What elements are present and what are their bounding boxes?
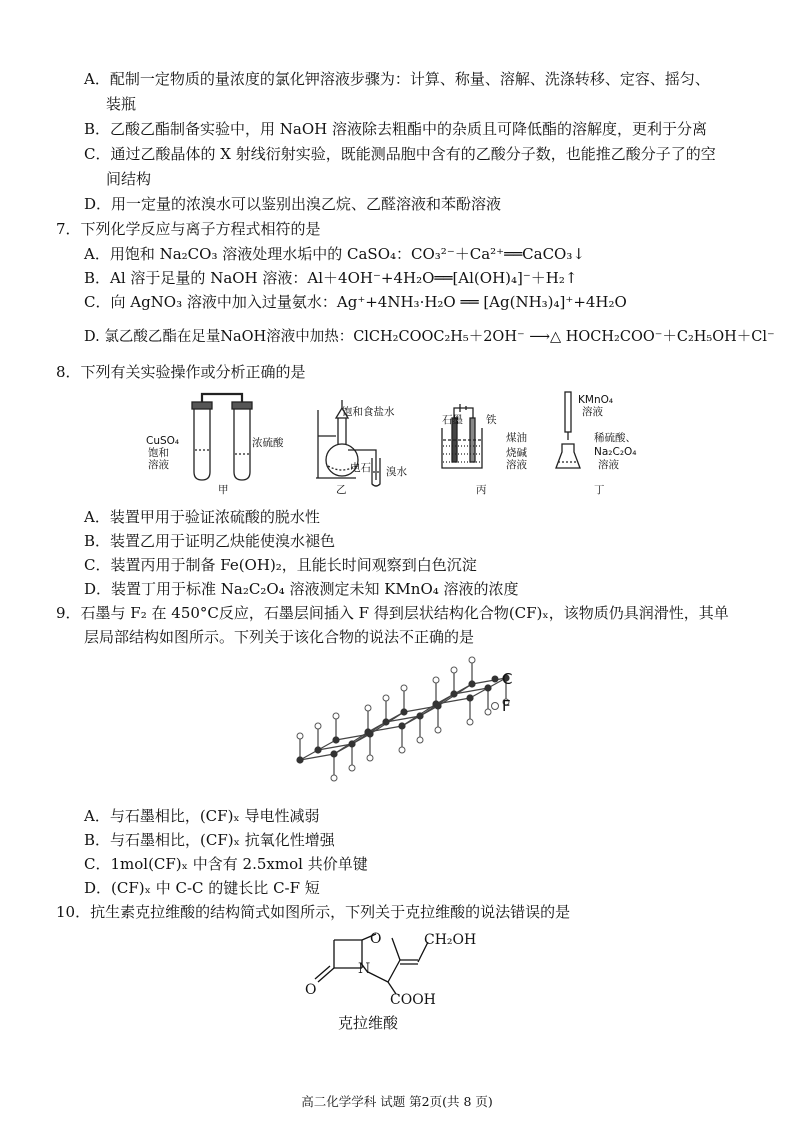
fluorine-atom bbox=[349, 765, 355, 771]
fluorine-atom bbox=[467, 719, 473, 725]
carbon-atom bbox=[484, 684, 491, 691]
q7-stem: 7．下列化学反应与离子方程式相符的是 bbox=[56, 220, 321, 238]
fluorine-atom bbox=[451, 667, 457, 673]
q7-option-d: D. 氯乙酸乙酯在足量NaOH溶液中加热：ClCH₂COOC₂H₅＋2OH⁻ ⟶△ HOCH₂COO⁻＋C₂H₅OH＋Cl⁻ bbox=[84, 329, 775, 345]
q9-option-b: B．与石墨相比，(CF)ₓ 抗氧化性增强 bbox=[84, 831, 335, 849]
carbon-atom bbox=[296, 756, 303, 763]
label-iron: 铁 bbox=[486, 414, 497, 426]
q7-option-c: C．向 AgNO₃ 溶液中加入过量氨水：Ag⁺+4NH₃·H₂O ══ [Ag(NH₃)₄]⁺+4H₂O bbox=[84, 293, 627, 311]
legend-c-dot bbox=[489, 673, 501, 685]
fluorine-atom bbox=[365, 705, 371, 711]
carbon-atom bbox=[348, 740, 355, 747]
carbon-atom bbox=[382, 718, 389, 725]
fluorine-atom bbox=[315, 723, 321, 729]
label-bromine-water: 溴水 bbox=[386, 466, 407, 478]
q9-stem: 9．石墨与 F₂ 在 450°C反应，石墨层间插入 F 得到层状结构化合物(CF)ₓ，该物质仍具润滑性，其单 bbox=[56, 604, 729, 622]
caption-jia: 甲 bbox=[218, 484, 229, 496]
q8-stem: 8．下列有关实验操作或分析正确的是 bbox=[56, 363, 306, 381]
carbon-atom bbox=[366, 730, 373, 737]
q7-option-a: A．用饱和 Na₂CO₃ 溶液处理水垢中的 CaSO₄：CO₃²⁻＋Ca²⁺══CaCO₃↓ bbox=[84, 245, 585, 263]
carbon-atom bbox=[398, 722, 405, 729]
fluorine-atom bbox=[435, 727, 441, 733]
fluorine-atom bbox=[469, 657, 475, 663]
label-dilute-acid: 稀硫酸、 bbox=[594, 432, 636, 444]
q8-option-a: A．装置甲用于验证浓硫酸的脱水性 bbox=[84, 508, 320, 526]
fluorine-atom bbox=[401, 685, 407, 691]
atom-ring-oxygen: O bbox=[370, 931, 382, 947]
label-kmno4-solution: 溶液 bbox=[582, 406, 603, 418]
apparatus-ding bbox=[556, 392, 580, 468]
cf-structure-figure bbox=[280, 650, 540, 805]
carbon-atom bbox=[434, 702, 441, 709]
fluorine-atom bbox=[417, 737, 423, 743]
label-kmno4: KMnO₄ bbox=[578, 394, 614, 406]
carbon-atom bbox=[450, 690, 457, 697]
legend-c-label: C bbox=[502, 670, 513, 688]
q6-option-d: D．用一定量的浓溴水可以鉴别出溴乙烷、乙醛溶液和苯酚溶液 bbox=[84, 195, 502, 213]
fluorine-atom bbox=[297, 733, 303, 739]
legend-f-label: F bbox=[502, 697, 511, 715]
q7-option-b: B．Al 溶于足量的 NaOH 溶液：Al＋4OH⁻+4H₂O══[Al(OH)₄]⁻＋H₂↑ bbox=[84, 269, 578, 287]
label-na2c2o4: Na₂C₂O₄ bbox=[594, 446, 637, 458]
label-brine: 饱和食盐水 bbox=[342, 406, 395, 418]
fluorine-atom bbox=[333, 713, 339, 719]
atom-keto-oxygen: O bbox=[305, 982, 317, 998]
fluorine-atom bbox=[399, 747, 405, 753]
group-ch2oh: CH₂OH bbox=[424, 932, 477, 948]
carbon-atom bbox=[330, 750, 337, 757]
label-cuso4: CuSO₄ bbox=[146, 435, 180, 447]
label-acid-solution: 溶液 bbox=[598, 459, 619, 471]
label-conc-h2so4: 浓硫酸 bbox=[252, 437, 284, 449]
q8-option-c: C．装置丙用于制备 Fe(OH)₂，且能长时间观察到白色沉淀 bbox=[84, 556, 477, 574]
atom-nitrogen: N bbox=[358, 961, 371, 977]
fluorine-atom bbox=[383, 695, 389, 701]
carbon-atom bbox=[416, 712, 423, 719]
carbon-atom bbox=[332, 736, 339, 743]
q8-option-b: B．装置乙用于证明乙炔能使溴水褪色 bbox=[84, 532, 336, 550]
fluorine-atom bbox=[367, 755, 373, 761]
q6-option-b: B．乙酸乙酯制备实验中，用 NaOH 溶液除去粗酯中的杂质且可降低酯的溶解度，更利于分离 bbox=[84, 120, 708, 138]
caption-ding: 丁 bbox=[594, 484, 605, 496]
q6-option-a: A．配制一定物质的量浓度的氯化钾溶液步骤为：计算、称量、溶解、洗涤转移、定容、摇匀、 bbox=[84, 70, 710, 88]
q9-stem-cont: 层局部结构如图所示。下列关于该化合物的说法不正确的是 bbox=[84, 628, 475, 646]
q8-option-d: D．装置丁用于标准 Na₂C₂O₄ 溶液测定未知 KMnO₄ 溶液的浓度 bbox=[84, 580, 519, 598]
carbon-atom bbox=[466, 694, 473, 701]
caption-yi: 乙 bbox=[336, 484, 347, 496]
fluorine-atom bbox=[331, 775, 337, 781]
carbon-atom bbox=[314, 746, 321, 753]
q6-option-c-cont: 间结构 bbox=[106, 170, 152, 188]
caption-bing: 丙 bbox=[476, 484, 487, 496]
label-naoh: 烧碱 bbox=[506, 447, 527, 459]
compound-name: 克拉维酸 bbox=[338, 1014, 399, 1032]
label-carbide: 电石 bbox=[350, 462, 371, 474]
q6-option-c: C．通过乙酸晶体的 X 射线衍射实验，既能测品胞中含有的乙酸分子数，也能推乙酸分子了的空 bbox=[84, 145, 716, 163]
q10-stem: 10．抗生素克拉维酸的结构简式如图所示，下列关于克拉维酸的说法错误的是 bbox=[56, 903, 571, 921]
q9-option-c: C．1mol(CF)ₓ 中含有 2.5xmol 共价单键 bbox=[84, 855, 368, 873]
group-cooh: COOH bbox=[390, 992, 436, 1008]
q9-option-d: D．(CF)ₓ 中 C-C 的键长比 C-F 短 bbox=[84, 879, 320, 897]
label-saturated: 饱和 bbox=[148, 447, 169, 459]
label-naoh-solution: 溶液 bbox=[506, 459, 527, 471]
label-graphite: 石墨 bbox=[442, 414, 463, 426]
carbon-atom bbox=[400, 708, 407, 715]
label-kerosene: 煤油 bbox=[506, 432, 527, 444]
q6-option-a-cont: 装瓶 bbox=[106, 95, 137, 113]
q9-option-a: A．与石墨相比，(CF)ₓ 导电性减弱 bbox=[84, 807, 320, 825]
label-solution: 溶液 bbox=[148, 459, 169, 471]
carbon-atom bbox=[468, 680, 475, 687]
legend-f-dot bbox=[489, 700, 501, 712]
page-footer: 高二化学学科 试题 第2页(共 8 页) bbox=[301, 1094, 493, 1109]
apparatus-jia bbox=[192, 394, 252, 480]
fluorine-atom bbox=[433, 677, 439, 683]
